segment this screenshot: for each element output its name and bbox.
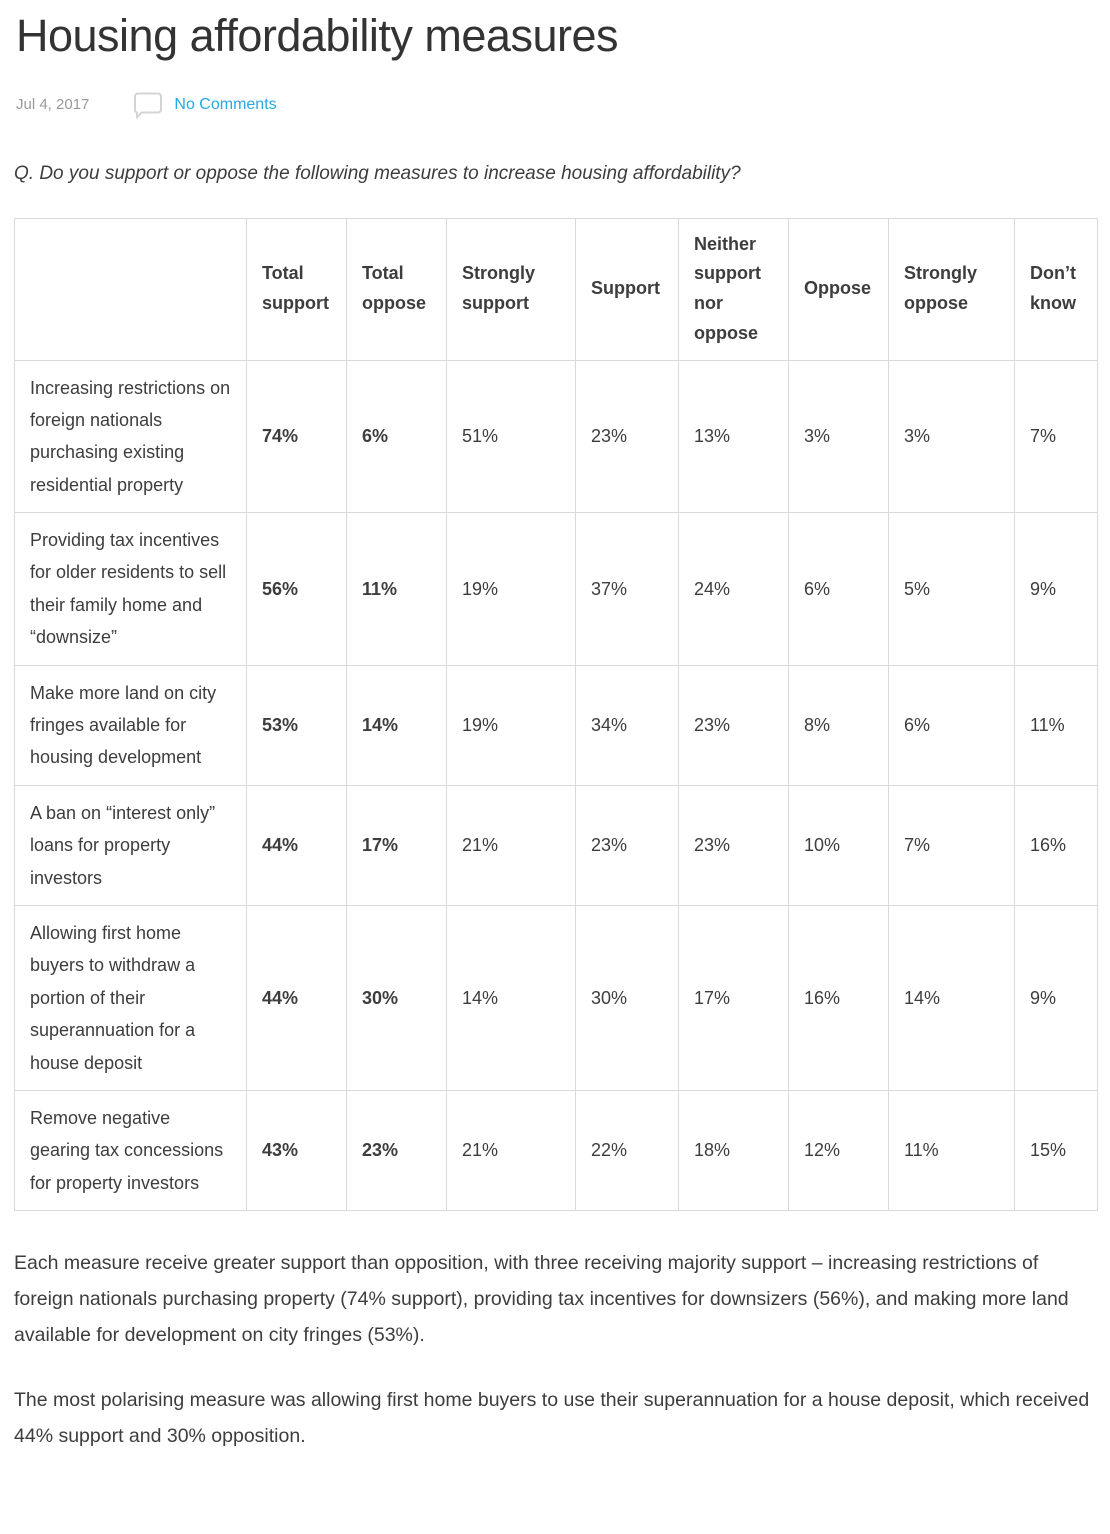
measure-cell: Allowing first home buyers to withdraw a portion of their superannuation for a house deposit [15, 905, 247, 1090]
column-header: Strongly oppose [889, 218, 1015, 360]
measure-cell: Providing tax incentives for older residents to sell their family home and “downsize” [15, 513, 247, 666]
header-row [15, 218, 1098, 360]
value-cell: 34% [576, 665, 679, 785]
value-cell: 7% [889, 785, 1015, 905]
results-table [14, 218, 1098, 1211]
table-row [15, 785, 1098, 905]
value-cell: 23% [347, 1090, 447, 1210]
value-cell: 13% [679, 360, 789, 513]
value-cell: 51% [447, 360, 576, 513]
value-cell: 7% [1015, 360, 1098, 513]
value-cell: 14% [347, 665, 447, 785]
comments-link-group [133, 90, 276, 120]
value-cell: 56% [247, 513, 347, 666]
measure-cell: Make more land on city fringes available for housing development [15, 665, 247, 785]
column-header: Neither support nor oppose [679, 218, 789, 360]
value-cell: 22% [576, 1090, 679, 1210]
table-row [15, 1090, 1098, 1210]
post-date: Jul 4, 2017 [16, 96, 90, 114]
value-cell: 3% [789, 360, 889, 513]
value-cell: 30% [347, 905, 447, 1090]
value-cell: 21% [447, 785, 576, 905]
column-header: Total support [247, 218, 347, 360]
value-cell: 74% [247, 360, 347, 513]
value-cell: 23% [679, 665, 789, 785]
value-cell: 15% [1015, 1090, 1098, 1210]
value-cell: 23% [576, 360, 679, 513]
column-header: Strongly support [447, 218, 576, 360]
value-cell: 10% [789, 785, 889, 905]
value-cell: 14% [889, 905, 1015, 1090]
value-cell: 17% [679, 905, 789, 1090]
value-cell: 3% [889, 360, 1015, 513]
table-row [15, 513, 1098, 666]
table-row [15, 360, 1098, 513]
value-cell: 19% [447, 513, 576, 666]
value-cell: 9% [1015, 513, 1098, 666]
value-cell: 11% [347, 513, 447, 666]
measure-cell: Remove negative gearing tax concessions for property investors [15, 1090, 247, 1210]
value-cell: 16% [1015, 785, 1098, 905]
value-cell: 44% [247, 785, 347, 905]
value-cell: 30% [576, 905, 679, 1090]
value-cell: 43% [247, 1090, 347, 1210]
no-comments-link[interactable]: No Comments [174, 95, 277, 113]
value-cell: 19% [447, 665, 576, 785]
value-cell: 8% [789, 665, 889, 785]
table-row [15, 665, 1098, 785]
table-row [15, 905, 1098, 1090]
value-cell: 11% [1015, 665, 1098, 785]
value-cell: 6% [789, 513, 889, 666]
value-cell: 37% [576, 513, 679, 666]
column-header: Oppose [789, 218, 889, 360]
value-cell: 16% [789, 905, 889, 1090]
value-cell: 24% [679, 513, 789, 666]
measure-cell: A ban on “interest only” loans for property investors [15, 785, 247, 905]
column-header: Support [576, 218, 679, 360]
value-cell: 9% [1015, 905, 1098, 1090]
value-cell: 17% [347, 785, 447, 905]
measure-cell: Increasing restrictions on foreign nationals purchasing existing residential property [15, 360, 247, 513]
column-header: Total oppose [347, 218, 447, 360]
value-cell: 5% [889, 513, 1015, 666]
comment-bubble-icon [133, 90, 163, 120]
analysis-paragraph-1: Each measure receive greater support than opposition, with three receiving majority support – increasing restrictions of foreign nationals purchasing property (74% support), providing tax incentives for downsizers (56%), and making more land available for development on city fringes (53%). [14, 1252, 1069, 1347]
value-cell: 23% [576, 785, 679, 905]
value-cell: 11% [889, 1090, 1015, 1210]
column-header: Don’t know [1015, 218, 1098, 360]
value-cell: 6% [889, 665, 1015, 785]
value-cell: 21% [447, 1090, 576, 1210]
post-meta [16, 89, 1096, 121]
value-cell: 44% [247, 905, 347, 1090]
analysis-paragraph-2: The most polarising measure was allowing first home buyers to use their superannuation for a house deposit, which received 44% support and 30% opposition. [14, 1389, 1090, 1448]
table-body [15, 360, 1098, 1211]
value-cell: 53% [247, 665, 347, 785]
value-cell: 23% [679, 785, 789, 905]
value-cell: 6% [347, 360, 447, 513]
column-header [15, 218, 247, 360]
page-title: Housing affordability measures [16, 10, 618, 61]
value-cell: 14% [447, 905, 576, 1090]
survey-question: Q. Do you support or oppose the following measures to increase housing affordability? [14, 162, 741, 184]
value-cell: 18% [679, 1090, 789, 1210]
value-cell: 12% [789, 1090, 889, 1210]
